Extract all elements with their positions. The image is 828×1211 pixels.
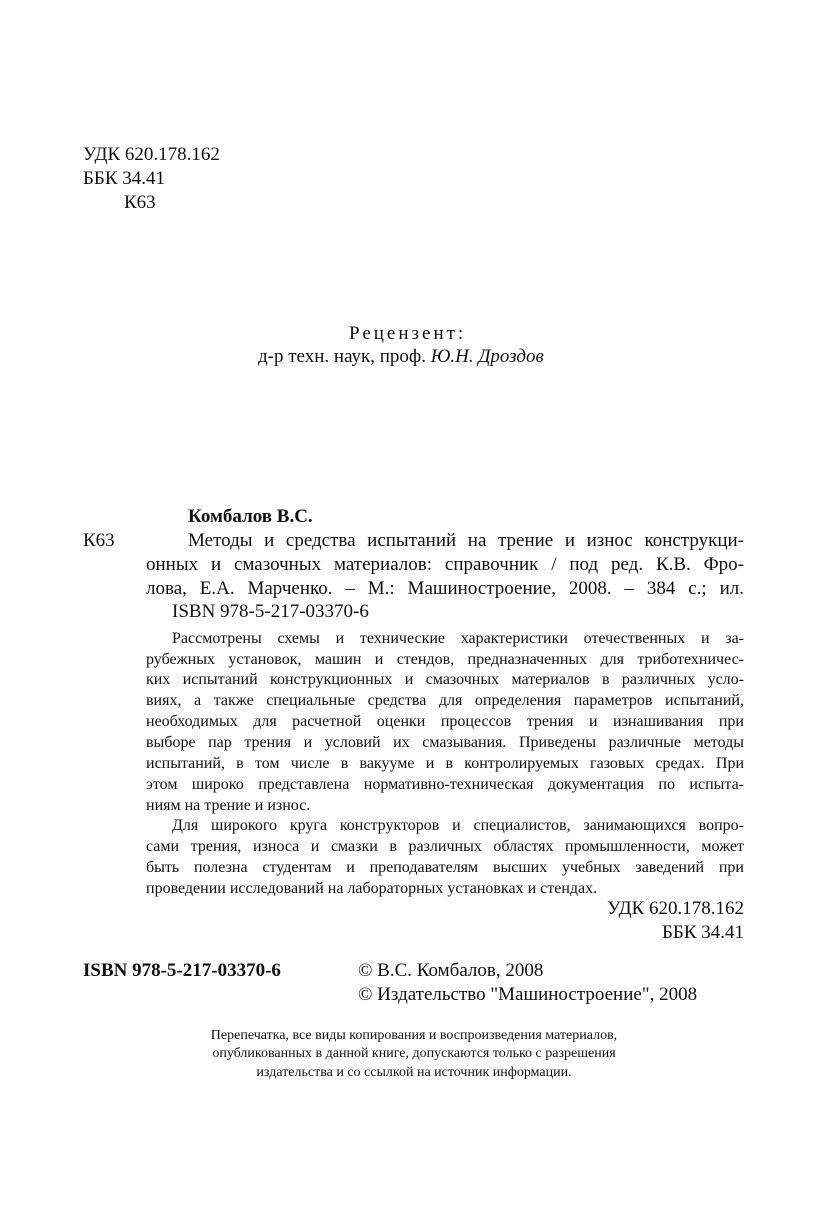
- abstract-line: выборе пар трения и условий их смазывания. Приведены различные методы: [146, 734, 744, 751]
- abstract-line: необходимых для расчетной оценки процессов трения и изнашивания при: [146, 713, 744, 730]
- bibliographic-line: лова, Е.А. Марченко. – М.: Машиностроение, 2008. – 384 с.; ил.: [146, 578, 744, 599]
- abstract-line: испытаний, в том числе в вакууме и в контролируемых газовых средах. При: [146, 755, 744, 772]
- abstract-line: этом широко представлена нормативно-техническая документация по испыта-: [146, 776, 744, 793]
- abstract-line: рубежных установок, машин и стендов, предназначенных для триботехничес-: [146, 651, 744, 668]
- bibliographic-line: онных и смазочных материалов: справочник / под ред. К.В. Фро-: [146, 554, 744, 575]
- bibliographic-isbn: ISBN 978-5-217-03370-6: [172, 601, 369, 622]
- reviewer-credentials: д-р техн. наук, проф.: [258, 346, 431, 367]
- reviewer-label: Рецензент:: [349, 323, 467, 344]
- abstract-line: ниям на трение и износ.: [146, 797, 311, 814]
- abstract-bbk: ББК 34.41: [662, 922, 744, 943]
- bibliographic-mark: К63: [83, 530, 115, 551]
- abstract-line: Рассмотрены схемы и технические характеристики отечественных и за-: [172, 630, 744, 647]
- reviewer-name: Ю.Н. Дроздов: [430, 346, 544, 367]
- abstract-line: Для широкого круга конструкторов и специалистов, занимающихся вопро-: [172, 817, 744, 834]
- udk-code: УДК 620.178.162: [83, 144, 220, 165]
- notice-line: издательства и со ссылкой на источник информации.: [256, 1065, 572, 1080]
- book-author: Комбалов В.С.: [188, 506, 313, 527]
- bbk-code: ББК 34.41: [83, 168, 165, 189]
- abstract-line: проведении исследований на лабораторных установках и стендах.: [146, 880, 598, 897]
- abstract-line: быть полезна студентам и преподавателям высших учебных заведений при: [146, 859, 744, 876]
- abstract-line: виях, а также специальные средства для определения параметров испытаний,: [146, 692, 744, 709]
- author-mark: К63: [124, 192, 156, 213]
- abstract-line: ких испытаний конструкционных и смазочных материалов в различных усло-: [146, 671, 744, 688]
- notice-line: Перепечатка, все виды копирования и воспроизведения материалов,: [210, 1028, 618, 1043]
- copyright-isbn: ISBN 978-5-217-03370-6: [83, 960, 281, 981]
- abstract-udk: УДК 620.178.162: [607, 898, 744, 919]
- reviewer-line: [258, 345, 544, 369]
- copyright-publisher: © Издательство "Машиностроение", 2008: [358, 984, 698, 1005]
- notice-line: опубликованных в данной книге, допускаются только с разрешения: [212, 1046, 616, 1061]
- copyright-author: © В.С. Комбалов, 2008: [358, 960, 544, 981]
- abstract-line: сами трения, износа и смазки в различных областях промышленности, может: [146, 838, 744, 855]
- bibliographic-line: Методы и средства испытаний на трение и износ конструкци-: [188, 530, 744, 551]
